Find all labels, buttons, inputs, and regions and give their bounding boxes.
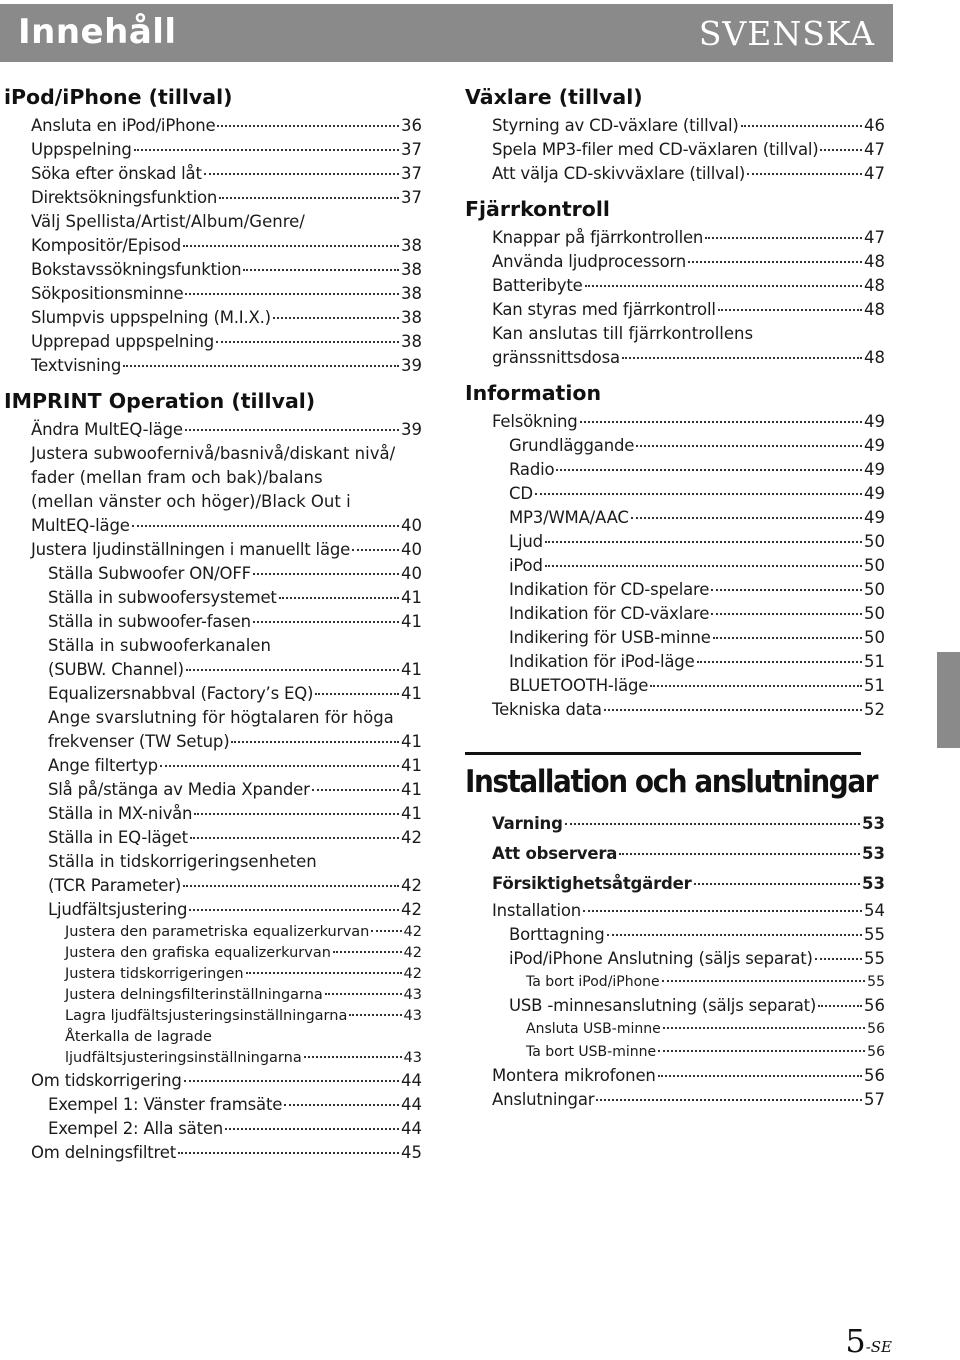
toc-entry-title: Ställa in MX-nivån <box>48 804 193 823</box>
toc-entry[interactable] <box>465 1041 885 1064</box>
leader-dots <box>253 621 399 623</box>
toc-entry-page: 49 <box>864 412 885 431</box>
toc-entry[interactable] <box>4 330 422 354</box>
toc-entry[interactable] <box>4 418 422 442</box>
language-label: SVENSKA <box>698 14 875 53</box>
toc-entry-page: 38 <box>401 236 422 255</box>
toc-entry[interactable] <box>4 898 422 922</box>
toc-entry-title: Justera delningsfilterinställningarna <box>65 987 323 1003</box>
toc-entry-title: Uppspelning <box>31 140 132 159</box>
toc-entry-page: 39 <box>401 420 422 439</box>
toc-entry-title: MP3/WMA/AAC <box>509 508 629 527</box>
toc-entry[interactable] <box>4 114 422 138</box>
toc-entry-title: iPod <box>509 556 543 575</box>
toc-entry-page: 50 <box>864 580 885 599</box>
toc-entry-title: Ange filtertyp <box>48 756 158 775</box>
toc-entry-title: Ansluta en iPod/iPhone <box>31 116 216 135</box>
toc-entry[interactable] <box>4 826 422 850</box>
toc-entry-page: 43 <box>403 1008 422 1024</box>
toc-entry-page: 47 <box>864 164 885 183</box>
toc-entry-page: 39 <box>401 356 422 375</box>
toc-entry-title: Lagra ljudfältsjusteringsinställningarna <box>65 1008 348 1024</box>
toc-entry-title: iPod/iPhone Anslutning (säljs separat) <box>509 949 813 968</box>
toc-entry[interactable] <box>465 1088 885 1112</box>
toc-entry-title: Ställa Subwoofer ON/OFF <box>48 564 251 583</box>
leader-dots <box>190 837 399 839</box>
toc-entry-title: Batteribyte <box>492 276 583 295</box>
toc-entry[interactable] <box>465 458 885 482</box>
toc-entry-page: 41 <box>401 588 422 607</box>
toc-entry-page: 40 <box>401 564 422 583</box>
leader-dots <box>160 765 399 767</box>
toc-entry-page: 44 <box>401 1095 422 1114</box>
toc-entry-page: 53 <box>862 874 885 893</box>
toc-entry-title: Kan styras med fjärrkontroll <box>492 300 716 319</box>
toc-entry[interactable] <box>465 698 885 722</box>
toc-entry-page: 41 <box>401 684 422 703</box>
toc-entry-page: 44 <box>401 1071 422 1090</box>
toc-entry-title: Justera den parametriska equalizerkurvan <box>65 924 370 940</box>
toc-entry-title: Tekniska data <box>492 700 602 719</box>
toc-entry[interactable] <box>465 1064 885 1088</box>
toc-entry-line: Ange svarslutning för högtalaren för höga <box>48 708 394 727</box>
toc-entry-page: 50 <box>864 556 885 575</box>
toc-entry-page: 47 <box>864 140 885 159</box>
toc-entry[interactable] <box>4 1069 422 1093</box>
leader-dots <box>545 565 862 567</box>
toc-entry-page: 41 <box>401 732 422 751</box>
toc-entry-page: 42 <box>403 945 422 961</box>
toc-entry-title: Equalizersnabbval (Factory’s EQ) <box>48 684 314 703</box>
toc-entry-line: Återkalla de lagrade <box>65 1029 212 1045</box>
leader-dots <box>178 1152 399 1154</box>
toc-entry-page: 37 <box>401 188 422 207</box>
toc-entry-page: 48 <box>864 276 885 295</box>
toc-entry-page: 52 <box>864 700 885 719</box>
toc-entry-title: Knappar på fjärrkontrollen <box>492 228 704 247</box>
toc-entry[interactable] <box>465 578 885 602</box>
toc-entry-page: 55 <box>867 974 885 990</box>
leader-dots <box>183 885 399 887</box>
toc-entry[interactable] <box>465 530 885 554</box>
toc-entry[interactable] <box>4 162 422 186</box>
leader-dots <box>185 429 399 431</box>
toc-entry[interactable] <box>4 234 422 258</box>
toc-entry-page: 43 <box>403 1050 422 1066</box>
toc-entry-title: MultEQ-läge <box>31 516 130 535</box>
section-heading: Information <box>465 381 602 405</box>
toc-entry-page: 56 <box>867 1044 885 1060</box>
toc-entry-page: 40 <box>401 516 422 535</box>
toc-entry[interactable] <box>4 985 422 1006</box>
toc-entry-title: Felsökning <box>492 412 578 431</box>
page-header <box>0 4 893 62</box>
toc-entry[interactable] <box>465 994 885 1018</box>
toc-entry-page: 53 <box>862 814 885 833</box>
toc-entry-line: fader (mellan fram och bak)/balans <box>31 468 323 487</box>
side-tab-marker <box>937 652 960 748</box>
toc-entry-title: Försiktighetsåtgärder <box>492 874 692 893</box>
leader-dots <box>219 197 399 199</box>
toc-entry[interactable] <box>465 298 885 322</box>
leader-dots <box>583 910 862 912</box>
toc-entry[interactable] <box>465 162 885 186</box>
leader-dots <box>596 1099 862 1101</box>
leader-dots <box>658 1075 862 1077</box>
toc-entry-title: Radio <box>509 460 555 479</box>
toc-entry[interactable] <box>4 1141 422 1165</box>
toc-entry-page: 50 <box>864 532 885 551</box>
toc-entry[interactable] <box>465 869 885 899</box>
page-number-value: 5 <box>845 1322 866 1360</box>
toc-entry[interactable] <box>4 258 422 282</box>
toc-entry-page: 37 <box>401 140 422 159</box>
toc-entry[interactable] <box>465 554 885 578</box>
section-heading: Växlare (tillval) <box>465 85 643 109</box>
toc-entry[interactable] <box>465 506 885 530</box>
leader-dots <box>535 493 862 495</box>
toc-entry-page: 48 <box>864 348 885 367</box>
page-title: Innehåll <box>18 12 177 52</box>
leader-dots <box>189 909 399 911</box>
toc-entry-title: Ansluta USB-minne <box>526 1021 661 1037</box>
leader-dots <box>565 823 860 825</box>
toc-entry-title: Att observera <box>492 844 618 863</box>
toc-entry[interactable] <box>4 964 422 985</box>
toc-entry-page: 41 <box>401 804 422 823</box>
toc-entry[interactable] <box>4 562 422 586</box>
toc-entry-title: USB -minnesanslutning (säljs separat) <box>509 996 817 1015</box>
toc-entry[interactable] <box>4 802 422 826</box>
toc-entry-line: Ställa in subwooferkanalen <box>48 636 271 655</box>
leader-dots <box>217 125 399 127</box>
leader-dots <box>585 285 862 287</box>
toc-entry[interactable] <box>4 922 422 943</box>
toc-entry-title: Om tidskorrigering <box>31 1071 182 1090</box>
toc-entry-title: Montera mikrofonen <box>492 1066 656 1085</box>
leader-dots <box>132 525 399 527</box>
toc-entry-page: 55 <box>864 949 885 968</box>
toc-entry[interactable] <box>465 899 885 923</box>
toc-entry[interactable] <box>465 138 885 162</box>
leader-dots <box>186 669 399 671</box>
section-heading: IMPRINT Operation (tillval) <box>4 389 316 413</box>
toc-entry-page: 49 <box>864 484 885 503</box>
toc-entry[interactable] <box>465 650 885 674</box>
leader-dots <box>711 589 862 591</box>
leader-dots <box>123 365 399 367</box>
leader-dots <box>185 293 399 295</box>
toc-entry-page: 48 <box>864 252 885 271</box>
toc-entry-title: Indikation för CD-växlare <box>509 604 710 623</box>
toc-entry-page: 42 <box>401 876 422 895</box>
toc-entry-page: 38 <box>401 260 422 279</box>
leader-dots <box>279 597 399 599</box>
toc-entry[interactable] <box>4 943 422 964</box>
toc-entry-title: Ställa in subwoofer-fasen <box>48 612 251 631</box>
toc-entry[interactable] <box>4 138 422 162</box>
toc-entry[interactable] <box>465 839 885 869</box>
toc-entry-page: 46 <box>864 116 885 135</box>
leader-dots <box>352 549 399 551</box>
leader-dots <box>194 813 399 815</box>
leader-dots <box>815 958 862 960</box>
toc-entry-title: (TCR Parameter) <box>48 876 182 895</box>
toc-entry[interactable] <box>4 730 422 754</box>
toc-entry-page: 49 <box>864 436 885 455</box>
leader-dots <box>718 309 862 311</box>
toc-entry[interactable] <box>465 274 885 298</box>
leader-dots <box>134 149 399 151</box>
toc-entry-title: Spela MP3-filer med CD-växlaren (tillval) <box>492 140 819 159</box>
toc-entry[interactable] <box>4 1093 422 1117</box>
leader-dots <box>662 980 866 982</box>
toc-entry-page: 37 <box>401 164 422 183</box>
toc-entry-page: 41 <box>401 780 422 799</box>
leader-dots <box>253 573 399 575</box>
toc-entry-page: 48 <box>864 300 885 319</box>
toc-entry-title: Anslutningar <box>492 1090 595 1109</box>
toc-entry-page: 43 <box>403 987 422 1003</box>
toc-entry[interactable] <box>465 971 885 994</box>
toc-entry[interactable] <box>465 434 885 458</box>
toc-entry-title: BLUETOOTH-läge <box>509 676 649 695</box>
toc-entry[interactable] <box>4 682 422 706</box>
toc-entry-title: Exempel 2: Alla säten <box>48 1119 224 1138</box>
toc-entry[interactable] <box>4 306 422 330</box>
toc-entry-title: Direktsökningsfunktion <box>31 188 218 207</box>
toc-entry[interactable] <box>4 778 422 802</box>
leader-dots <box>231 741 399 743</box>
toc-entry-title: Att välja CD-skivväxlare (tillval) <box>492 164 746 183</box>
toc-entry[interactable] <box>4 1117 422 1141</box>
leader-dots <box>304 1056 402 1058</box>
toc-entry-line: Välj Spellista/Artist/Album/Genre/ <box>31 212 305 231</box>
toc-entry[interactable] <box>465 346 885 370</box>
leader-dots <box>607 934 863 936</box>
toc-entry[interactable] <box>465 1018 885 1041</box>
toc-entry-title: Slå på/stänga av Media Xpander <box>48 780 310 799</box>
toc-entry-page: 51 <box>864 652 885 671</box>
leader-dots <box>273 317 399 319</box>
toc-entry[interactable] <box>4 1006 422 1027</box>
toc-entry-page: 41 <box>401 660 422 679</box>
toc-entry[interactable] <box>465 602 885 626</box>
leader-dots <box>183 245 399 247</box>
toc-entry-page: 42 <box>403 924 422 940</box>
toc-entry-page: 42 <box>401 828 422 847</box>
toc-entry[interactable] <box>4 282 422 306</box>
toc-entry[interactable] <box>4 754 422 778</box>
toc-entry-title: Ställa in EQ-läget <box>48 828 188 847</box>
toc-entry-title: ljudfältsjusteringsinställningarna <box>65 1050 302 1066</box>
toc-entry-page: 41 <box>401 756 422 775</box>
toc-entry-page: 56 <box>867 1021 885 1037</box>
toc-left-column <box>4 80 422 1165</box>
toc-entry-title: frekvenser (TW Setup) <box>48 732 230 751</box>
leader-dots <box>246 972 402 974</box>
toc-entry-page: 50 <box>864 604 885 623</box>
page-number-suffix: -SE <box>865 1338 892 1356</box>
toc-entry-page: 56 <box>864 996 885 1015</box>
toc-entry-title: Exempel 1: Vänster framsäte <box>48 1095 283 1114</box>
toc-entry-page: 56 <box>864 1066 885 1085</box>
leader-dots <box>580 421 862 423</box>
toc-entry-title: Justera den grafiska equalizerkurvan <box>65 945 331 961</box>
leader-dots <box>243 269 399 271</box>
leader-dots <box>747 173 862 175</box>
toc-entry[interactable] <box>4 186 422 210</box>
leader-dots <box>713 637 862 639</box>
leader-dots <box>663 1027 865 1029</box>
leader-dots <box>315 693 399 695</box>
toc-entry[interactable] <box>465 250 885 274</box>
leader-dots <box>225 1128 399 1130</box>
toc-entry-page: 51 <box>864 676 885 695</box>
chapter-heading: Installation och anslutningar <box>465 764 878 800</box>
toc-right-column <box>465 80 885 1112</box>
toc-entry-title: Upprepad uppspelning <box>31 332 215 351</box>
leader-dots <box>371 930 401 932</box>
toc-entry-page: 42 <box>403 966 422 982</box>
toc-entry-title: Ljud <box>509 532 543 551</box>
leader-dots <box>312 789 399 791</box>
section-heading: iPod/iPhone (tillval) <box>4 85 233 109</box>
toc-entry[interactable] <box>465 482 885 506</box>
toc-entry[interactable] <box>4 354 422 378</box>
toc-entry-page: 38 <box>401 284 422 303</box>
toc-entry-title: (SUBW. Channel) <box>48 660 184 679</box>
toc-entry-title: Borttagning <box>509 925 605 944</box>
leader-dots <box>650 685 862 687</box>
toc-entry-page: 38 <box>401 332 422 351</box>
leader-dots <box>818 1005 862 1007</box>
toc-entry[interactable] <box>465 809 885 839</box>
leader-dots <box>711 613 862 615</box>
leader-dots <box>184 1080 399 1082</box>
toc-entry[interactable] <box>465 626 885 650</box>
leader-dots <box>658 1050 865 1052</box>
leader-dots <box>556 469 862 471</box>
toc-entry-page: 44 <box>401 1119 422 1138</box>
toc-entry[interactable] <box>465 114 885 138</box>
toc-entry-title: Varning <box>492 814 563 833</box>
toc-entry-title: Kompositör/Episod <box>31 236 182 255</box>
leader-dots <box>697 661 862 663</box>
leader-dots <box>349 1014 401 1016</box>
toc-entry-title: Använda ljudprocessorn <box>492 252 687 271</box>
leader-dots <box>325 993 402 995</box>
page-number <box>845 1322 892 1360</box>
toc-entry-title: Justera tidskorrigeringen <box>65 966 244 982</box>
toc-entry[interactable] <box>465 923 885 947</box>
toc-entry-title: Slumpvis uppspelning (M.I.X.) <box>31 308 271 327</box>
leader-dots <box>284 1104 399 1106</box>
toc-entry[interactable] <box>465 410 885 434</box>
toc-entry-title: Installation <box>492 901 581 920</box>
toc-entry-page: 49 <box>864 460 885 479</box>
toc-entry-title: Indikation för CD-spelare <box>509 580 710 599</box>
toc-entry-title: Om delningsfiltret <box>31 1143 176 1162</box>
toc-entry-title: Grundläggande <box>509 436 635 455</box>
toc-entry-line: (mellan vänster och höger)/Black Out i <box>31 492 351 511</box>
toc-entry-page: 49 <box>864 508 885 527</box>
toc-entry-page: 36 <box>401 116 422 135</box>
toc-entry[interactable] <box>4 658 422 682</box>
toc-entry[interactable] <box>4 514 422 538</box>
toc-entry-title: CD <box>509 484 533 503</box>
leader-dots <box>622 357 862 359</box>
leader-dots <box>604 709 862 711</box>
leader-dots <box>820 149 862 151</box>
toc-entry-page: 50 <box>864 628 885 647</box>
toc-entry[interactable] <box>4 874 422 898</box>
toc-entry-line: Kan anslutas till fjärrkontrollens <box>492 324 754 343</box>
toc-entry[interactable] <box>465 674 885 698</box>
section-heading: Fjärrkontroll <box>465 197 610 221</box>
toc-entry-title: Ställa in subwoofersystemet <box>48 588 277 607</box>
leader-dots <box>705 237 862 239</box>
toc-entry-title: Justera ljudinställningen i manuellt läge <box>31 540 351 559</box>
leader-dots <box>216 341 399 343</box>
leader-dots <box>619 853 860 855</box>
leader-dots <box>694 883 860 885</box>
toc-entry-page: 53 <box>862 844 885 863</box>
toc-entry-page: 54 <box>864 901 885 920</box>
toc-entry-title: Bokstavssökningsfunktion <box>31 260 242 279</box>
leader-dots <box>631 517 862 519</box>
toc-entry-title: Söka efter önskad låt <box>31 164 202 183</box>
toc-entry-page: 45 <box>401 1143 422 1162</box>
toc-entry-page: 57 <box>864 1090 885 1109</box>
toc-entry[interactable] <box>465 226 885 250</box>
toc-entry-line: Justera subwoofernivå/basnivå/diskant nivå/ <box>31 444 396 463</box>
toc-entry-line: Ställa in tidskorrigeringsenheten <box>48 852 317 871</box>
toc-entry-title: Indikering för USB-minne <box>509 628 711 647</box>
toc-entry-title: Indikation för iPod-läge <box>509 652 695 671</box>
toc-entry-title: Ta bort USB-minne <box>526 1044 657 1060</box>
toc-entry-page: 38 <box>401 308 422 327</box>
toc-entry[interactable] <box>465 947 885 971</box>
toc-entry-page: 40 <box>401 540 422 559</box>
leader-dots <box>333 951 402 953</box>
toc-entry[interactable] <box>4 610 422 634</box>
toc-entry-title: Ljudfältsjustering <box>48 900 188 919</box>
toc-entry-title: Textvisning <box>31 356 122 375</box>
toc-entry-page: 55 <box>864 925 885 944</box>
leader-dots <box>636 445 862 447</box>
leader-dots <box>741 125 862 127</box>
toc-entry-title: gränssnittsdosa <box>492 348 620 367</box>
leader-dots <box>688 261 862 263</box>
toc-entry[interactable] <box>4 538 422 562</box>
toc-entry[interactable] <box>4 1048 422 1069</box>
toc-entry[interactable] <box>4 586 422 610</box>
toc-entry-title: Sökpositionsminne <box>31 284 184 303</box>
toc-entry-page: 47 <box>864 228 885 247</box>
toc-entry-title: Ändra MultEQ-läge <box>31 420 183 439</box>
toc-entry-page: 41 <box>401 612 422 631</box>
toc-entry-title: Ta bort iPod/iPhone <box>526 974 660 990</box>
toc-entry-page: 42 <box>401 900 422 919</box>
toc-entry-title: Styrning av CD-växlare (tillval) <box>492 116 739 135</box>
leader-dots <box>545 541 862 543</box>
leader-dots <box>204 173 399 175</box>
